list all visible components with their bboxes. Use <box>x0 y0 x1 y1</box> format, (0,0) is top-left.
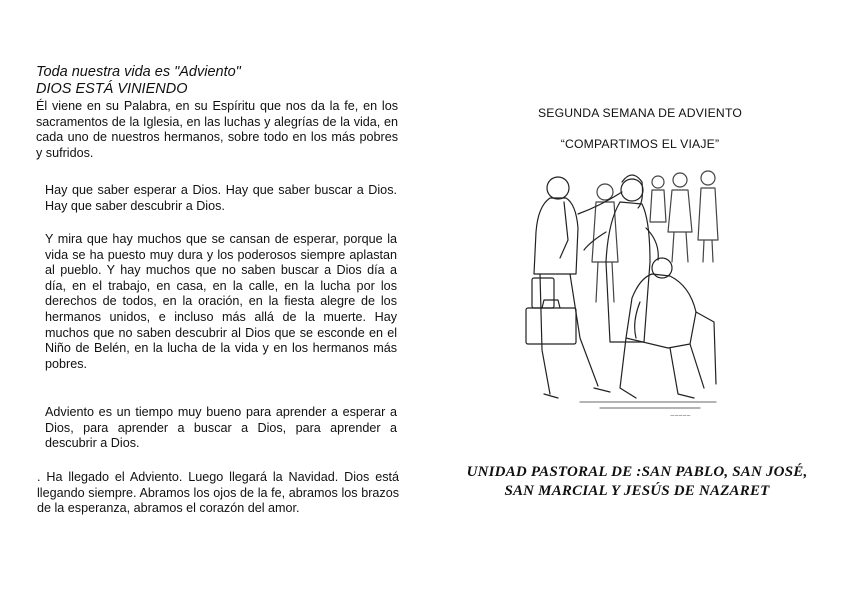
people-sharing-journey-illustration <box>520 162 720 424</box>
paragraph-4: . Ha llegado el Adviento. Luego llegará la Navidad. Dios está llegando siempre. Abramos los ojos de la fe, abramos los brazos de la esperanza, abramos el corazón del amor. <box>37 470 399 516</box>
paragraph-1: Hay que saber esperar a Dios. Hay que saber buscar a Dios. Hay que saber descubrir a Dios. <box>45 183 397 213</box>
parish-footer-title: UNIDAD PASTORAL DE :SAN PABLO, SAN JOSÉ, SAN MARCIAL Y JESÚS DE NAZARET <box>466 464 808 499</box>
heading-line-1: Toda nuestra vida es "Adviento" <box>36 64 241 80</box>
week-subtitle: “COMPARTIMOS EL VIAJE” <box>560 137 720 151</box>
jesus-figure-icon <box>584 175 658 342</box>
week-title: SEGUNDA SEMANA DE ADVIENTO <box>537 106 743 120</box>
intro-paragraph: Él viene en su Palabra, en su Espíritu que nos da la fe, en los sacramentos de la Iglesia, en las luchas y alegrías de la vida, en cada uno de nuestros hermanos, sobre todo en los más pobres y sufridos. <box>36 99 398 160</box>
svg-text:~~~~~: ~~~~~ <box>670 413 691 420</box>
heading-line-2: DIOS ESTÁ VINIENDO <box>36 81 188 97</box>
background-figures-icon <box>592 171 718 302</box>
paragraph-2: Y mira que hay muchos que se cansan de esperar, porque la vida se ha puesto muy dura y los poderosos siempre aplastan al pueblo. Y hay muchos que no saben buscar a Dios día a día, en el trabajo, en casa, en la calle, en la lucha por los derechos de todos, en la oración, en la fiesta alegre de los hermanos unidos, e incluso más allá de la muerte. Hay muchos que no saben descubrir al Dios que se esconde en el Niño de Belén, en la lucha de la vida y en los hermanos más pobres. <box>45 232 397 371</box>
seated-person-icon <box>620 258 716 398</box>
paragraph-3: Adviento es un tiempo muy bueno para aprender a esperar a Dios, para aprender a buscar a Dios, para aprender a descubrir a Dios. <box>45 405 397 451</box>
left-column <box>36 64 398 161</box>
